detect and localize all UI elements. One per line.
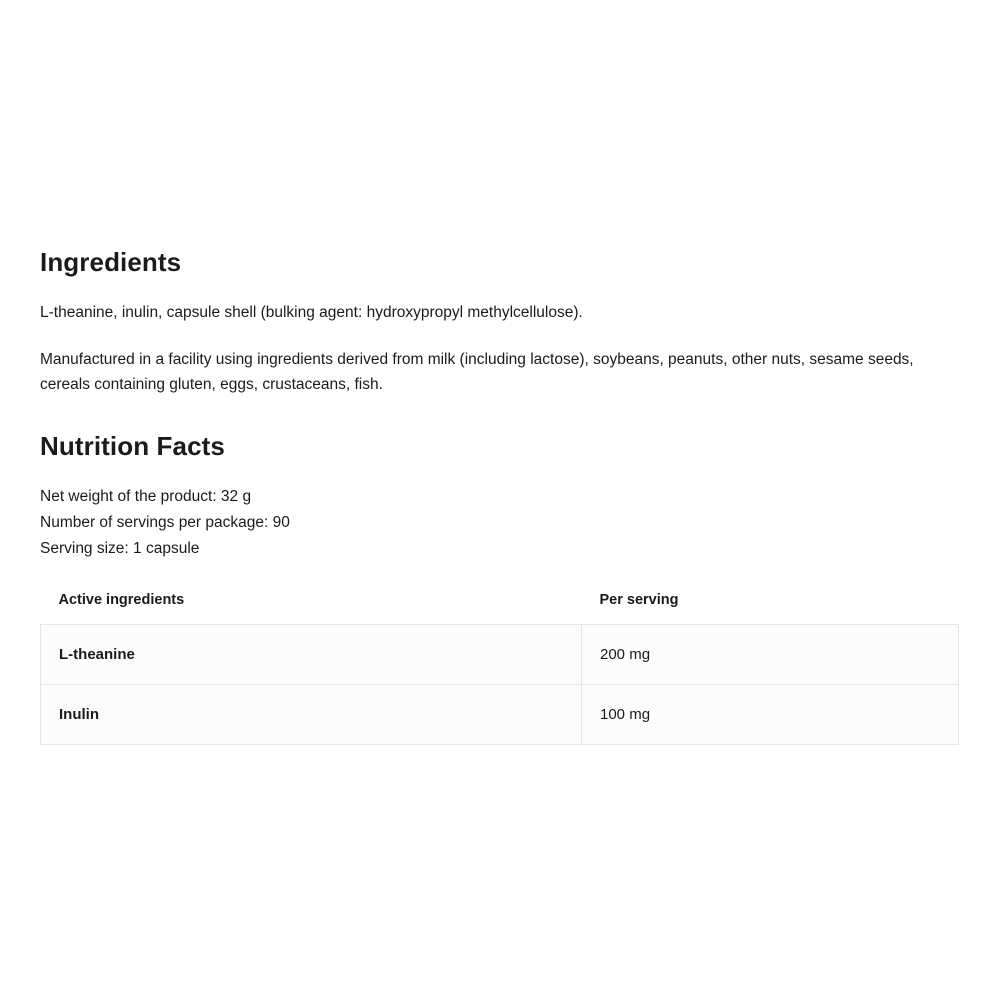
- serving-size-line: Serving size: 1 capsule: [40, 540, 200, 558]
- serving-info: [40, 484, 958, 562]
- ingredient-amount: 200 mg: [582, 625, 959, 685]
- table-header-row: [41, 586, 959, 625]
- allergen-statement: Manufactured in a facility using ingredients derived from milk (including lactose), soybeans, peanuts, other nuts, sesame seeds, cereals containing gluten, eggs, crustaceans, fish.: [40, 351, 914, 394]
- ingredient-name: L-theanine: [41, 625, 582, 685]
- nutrition-facts-heading: Nutrition Facts: [40, 431, 225, 462]
- servings-per-package-line: Number of servings per package: 90: [40, 514, 290, 532]
- table-row: [41, 685, 959, 745]
- ingredients-list-text: L-theanine, inulin, capsule shell (bulking agent: hydroxypropyl methylcellulose).: [40, 304, 583, 322]
- net-weight-line: Net weight of the product: 32 g: [40, 488, 252, 506]
- table-row: [41, 625, 959, 685]
- column-header-active-ingredients: Active ingredients: [58, 592, 185, 609]
- ingredient-name: Inulin: [41, 685, 582, 745]
- ingredient-amount: 100 mg: [582, 685, 959, 745]
- nutrition-facts-table: [40, 586, 959, 745]
- ingredients-heading: Ingredients: [40, 247, 182, 277]
- product-info-section: [40, 247, 958, 745]
- column-header-per-serving: Per serving: [599, 592, 679, 609]
